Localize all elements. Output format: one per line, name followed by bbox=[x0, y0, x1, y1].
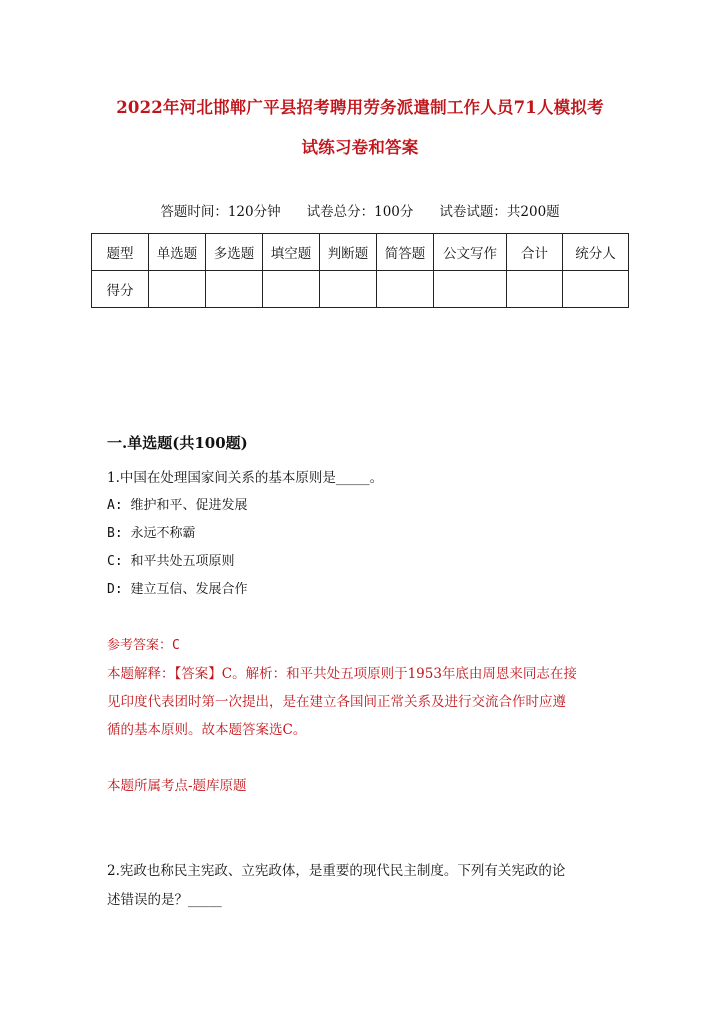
score-header-cell: 题型 bbox=[92, 234, 149, 271]
question-1-explanation-line-2: 见印度代表团时第一次提出，是在建立各国间正常关系及进行交流合作时应遵 bbox=[107, 694, 566, 710]
score-header-cell: 简答题 bbox=[377, 234, 434, 271]
question-1-option-b: B: 永远不称霸 bbox=[107, 526, 196, 541]
score-cell bbox=[206, 271, 263, 308]
question-1-option-d: D: 建立互信、发展合作 bbox=[107, 582, 248, 597]
exam-total-score: 试卷总分：100分 bbox=[306, 204, 414, 220]
score-header-cell: 单选题 bbox=[149, 234, 206, 271]
exam-title-line-2: 试练习卷和答案 bbox=[301, 138, 419, 157]
score-header-cell: 填空题 bbox=[263, 234, 320, 271]
question-1-explanation-line-3: 循的基本原则。故本题答案选C。 bbox=[107, 722, 307, 738]
question-1-stem: 1.中国在处理国家间关系的基本原则是_____。 bbox=[107, 470, 384, 486]
score-cell bbox=[320, 271, 377, 308]
score-header-cell: 多选题 bbox=[206, 234, 263, 271]
score-cell bbox=[263, 271, 320, 308]
exam-time: 答题时间：120分钟 bbox=[160, 204, 281, 220]
question-1-option-c: C: 和平共处五项原则 bbox=[107, 554, 235, 569]
question-2-stem-line-2: 述错误的是？_____ bbox=[107, 892, 222, 908]
score-table-header-row bbox=[92, 234, 629, 271]
section-title: 一.单选题(共100题) bbox=[107, 434, 248, 452]
question-1-answer: 参考答案：C bbox=[107, 638, 180, 653]
score-header-cell: 公文写作 bbox=[434, 234, 507, 271]
exam-question-count: 试卷试题：共200题 bbox=[439, 204, 560, 220]
score-table bbox=[91, 233, 629, 308]
question-1-option-a: A: 维护和平、促进发展 bbox=[107, 498, 248, 513]
exam-meta bbox=[90, 200, 630, 220]
score-header-cell: 统分人 bbox=[563, 234, 629, 271]
score-cell bbox=[507, 271, 563, 308]
score-header-cell: 合计 bbox=[507, 234, 563, 271]
score-cell bbox=[149, 271, 206, 308]
question-1-explanation-line-1: 本题解释：【答案】C。解析：和平共处五项原则于1953年底由周恩来同志在接 bbox=[107, 666, 577, 682]
score-header-cell: 判断题 bbox=[320, 234, 377, 271]
score-row-label: 得分 bbox=[92, 271, 149, 308]
question-1-topic: 本题所属考点-题库原题 bbox=[107, 778, 247, 794]
score-cell bbox=[377, 271, 434, 308]
score-cell bbox=[434, 271, 507, 308]
exam-title-line-1: 2022年河北邯郸广平县招考聘用劳务派遣制工作人员71人模拟考 bbox=[116, 98, 604, 117]
question-2-stem-line-1: 2.宪政也称民主宪政、立宪政体，是重要的现代民主制度。下列有关宪政的论 bbox=[107, 863, 566, 879]
score-table-score-row bbox=[92, 271, 629, 308]
score-cell bbox=[563, 271, 629, 308]
